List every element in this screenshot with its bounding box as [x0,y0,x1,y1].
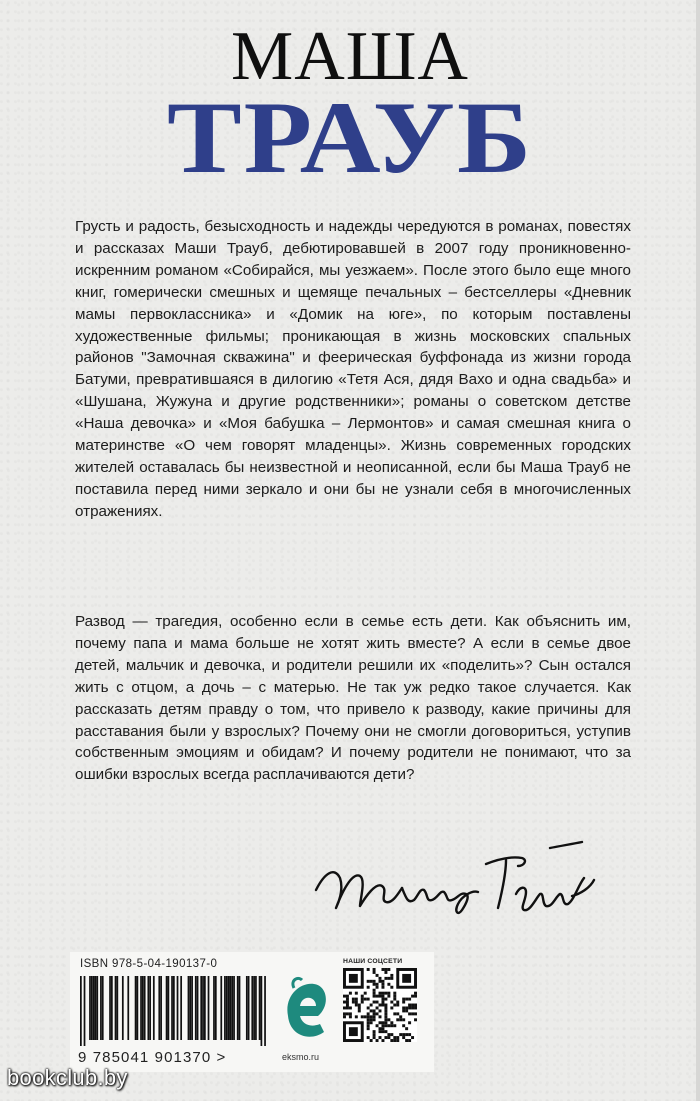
qr-module [402,1018,405,1021]
qr-module [379,992,382,995]
qr-module [399,1015,402,1018]
qr-module [384,977,387,980]
barcode-bar [142,976,144,1040]
qr-module [411,1006,414,1009]
qr-module [381,1027,384,1030]
qr-module [408,1012,411,1015]
qr-module [381,1039,384,1042]
barcode-bar [168,976,170,1040]
qr-module [373,968,376,971]
qr-module [405,1033,408,1036]
barcode-bar [261,976,263,1046]
qr-module [349,1012,352,1015]
qr-module [384,1036,387,1039]
qr-module [346,1012,349,1015]
qr-module [376,1006,379,1009]
barcode-bar [93,976,95,1040]
barcode-bar [140,976,142,1040]
watermark-site: bookclub.by [7,1065,128,1090]
publisher-site: eksmo.ru [282,1052,320,1062]
qr-module [408,1021,411,1024]
qr-module [411,995,414,998]
qr-module [370,1015,373,1018]
qr-module [414,995,417,998]
qr-code [343,968,417,1042]
qr-module [402,1024,405,1027]
barcode-bar [213,976,215,1040]
qr-module [379,1015,382,1018]
barcode-bar [233,976,235,1040]
qr-finder [349,974,358,983]
barcode-bar [191,976,193,1040]
qr-module [346,998,349,1001]
qr-module [393,1039,396,1042]
qr-module [414,1006,417,1009]
qr-module [387,983,390,986]
qr-module [402,1001,405,1004]
qr-module [408,1039,411,1042]
barcode-bar [226,976,228,1040]
qr-module [399,1018,402,1021]
qr-module [387,968,390,971]
qr-module [373,989,376,992]
barcode-bar [195,976,197,1040]
qr-module [355,998,358,1001]
qr-module [402,1009,405,1012]
qr-finder [349,1027,358,1036]
qr-module [361,998,364,1001]
barcode-bar [95,976,97,1040]
qr-module [408,998,411,1001]
barcode-bar [248,976,250,1040]
qr-module [355,1004,358,1007]
qr-module [373,1015,376,1018]
qr-module [381,995,384,998]
qr-module [349,992,352,995]
qr-module [381,983,384,986]
qr-module [384,998,387,1001]
qr-module [367,1021,370,1024]
qr-module [384,971,387,974]
qr-module [358,1009,361,1012]
qr-module [379,1009,382,1012]
qr-module [381,992,384,995]
qr-module [367,968,370,971]
qr-module [355,992,358,995]
qr-module [381,1030,384,1033]
qr-module [358,1006,361,1009]
qr-module [402,1036,405,1039]
qr-module [381,1001,384,1004]
barcode-bar [89,976,91,1040]
barcode-bar [246,976,248,1040]
barcode-bar [188,976,190,1040]
author-last-name: ТРАУБ [166,80,534,196]
qr-module [370,1039,373,1042]
qr-module [390,1001,393,1004]
qr-module [390,1021,393,1024]
qr-module [396,1036,399,1039]
qr-module [387,977,390,980]
barcode-bar [100,976,102,1040]
qr-module [387,995,390,998]
qr-module [346,1001,349,1004]
qr-module [387,1036,390,1039]
qr-module [393,1024,396,1027]
qr-module [373,992,376,995]
qr-module [408,1004,411,1007]
qr-module [376,1012,379,1015]
barcode-bar [166,976,168,1040]
qr-module [381,986,384,989]
qr-module [370,1021,373,1024]
barcode-bar [264,976,266,1046]
barcode-bar [200,976,202,1040]
qr-module [381,1024,384,1027]
qr-module [390,986,393,989]
qr-module [367,1024,370,1027]
qr-module [367,1027,370,1030]
qr-module [379,977,382,980]
barcode-bar [135,976,137,1040]
barcode-bar [153,976,155,1040]
description-paragraph-2: Развод — трагедия, особенно если в семье есть дети. Как объяснить им, почему папа и мама больше не хотят жить вместе? А если в семье двое детей, мальчик и девочка, и родители решили их «поделить»? Сын остался жить с отцом, а дочь – с матерью. Не так уж редко такое случается. Как рассказать детям правду о том, что привело к разводу, какие причины для расставания были у взрослых? Почему они не смогли договориться, уступив собственным эмоциям и обидам? И почему родители не понимают, что за ошибки взрослых всегда расплачиваются дети? [75,613,631,784]
qr-module [390,977,393,980]
barcode-bar [173,976,175,1040]
eksmo-logo-icon [280,976,332,1042]
qr-module [343,1015,346,1018]
qr-module [343,1012,346,1015]
qr-module [376,1039,379,1042]
qr-module [373,1033,376,1036]
qr-module [393,998,396,1001]
qr-module [390,1006,393,1009]
qr-module [379,1036,382,1039]
qr-module [373,1012,376,1015]
qr-module [405,1006,408,1009]
qr-module [387,1033,390,1036]
barcode [80,976,266,1046]
qr-module [343,1006,346,1009]
qr-module [384,1006,387,1009]
qr-module [402,1033,405,1036]
qr-module [352,998,355,1001]
barcode-bar [197,976,199,1040]
qr-module [402,998,405,1001]
qr-module [381,998,384,1001]
qr-module [373,980,376,983]
author-first-name: МАША [231,18,469,95]
qr-module [376,1001,379,1004]
qr-module [414,1018,417,1021]
qr-module [370,1018,373,1021]
barcode-bar [127,976,129,1040]
qr-module [346,1006,349,1009]
qr-module [367,1015,370,1018]
qr-module [405,1009,408,1012]
qr-module [411,1012,414,1015]
barcode-bar [149,976,151,1040]
qr-module [396,1012,399,1015]
qr-module [384,1021,387,1024]
qr-module [373,1009,376,1012]
qr-module [373,1001,376,1004]
barcode-bar [116,976,118,1040]
barcode-bar [230,976,232,1040]
qr-module [414,992,417,995]
qr-module [361,995,364,998]
qr-module [379,1004,382,1007]
qr-module [381,968,384,971]
barcode-bar [102,976,104,1040]
barcode-bar [231,976,233,1040]
qr-module [384,968,387,971]
barcode-bar [237,976,239,1040]
barcode-bar [220,976,222,1040]
qr-module [384,1009,387,1012]
barcode-bar [255,976,257,1040]
qr-module [387,1018,390,1021]
qr-module [370,980,373,983]
barcode-bar [111,976,113,1040]
qr-module [346,1004,349,1007]
qr-module [376,995,379,998]
qr-module [343,995,346,998]
barcode-bar [160,976,162,1040]
qr-module [387,992,390,995]
qr-module [405,1039,408,1042]
qr-module [373,1036,376,1039]
qr-module [384,1018,387,1021]
qr-module [379,980,382,983]
qr-module [399,1033,402,1036]
qr-module [373,983,376,986]
qr-module [384,1024,387,1027]
qr-module [405,998,408,1001]
qr-module [393,995,396,998]
barcode-bar [224,976,226,1040]
qr-module [384,1004,387,1007]
qr-label: НАШИ СОЦСЕТИ [343,958,403,965]
barcode-bar [204,976,206,1040]
qr-module [376,983,379,986]
qr-module [379,1030,382,1033]
barcode-bar [208,976,210,1040]
isbn-number: ISBN 978-5-04-190137-0 [80,958,218,970]
barcode-bar [215,976,217,1040]
qr-module [402,1006,405,1009]
barcode-bar [137,976,139,1040]
qr-module [393,1012,396,1015]
qr-module [405,1027,408,1030]
barcode-bar [202,976,204,1040]
barcode-bar [189,976,191,1040]
qr-finder [402,974,411,983]
qr-module [411,1036,414,1039]
barcode-bar [253,976,255,1040]
qr-module [364,998,367,1001]
barcode-bar [144,976,146,1040]
qr-module [381,1021,384,1024]
qr-module [396,1018,399,1021]
barcode-bar [228,976,230,1040]
barcode-bar [109,976,111,1040]
qr-module [379,995,382,998]
qr-module [390,1024,393,1027]
qr-module [349,1006,352,1009]
qr-module [367,986,370,989]
qr-module [346,995,349,998]
description-paragraph-1: Грусть и радость, безысходность и надежды чередуются в романах, повестях и рассказах Маши Трауб, дебютировавшей в 2007 году проникновенно-искренним романом «Собирайся, мы уезжаем». После этого было еще много книг, гомерически смешных и щемяще печальных – бестселлеры «Дневник мамы первоклассника» и «Домик на юге», по которым поставлены художественные фильмы; проникающая в жизнь московских спальных районов "Замочная скважина" и феерическая буффонада из жизни города Батуми, превратившаяся в дилогию «Тетя Ася, дядя Вахо и одна свадьба» и «Шушана, Жужуна и другие родственники»; романы о советском детстве «Наша девочка» и «Моя бабушка – Лермонтов» и самая смешная книга о материнстве «О чем говорят младенцы». Жизнь современных городских жителей оставалась бы неизвестной и неописанной, если бы Маша Трауб не поставила перед ними зеркало и они бы не узнали себя в многочисленных отражениях. [75,218,631,520]
qr-module [364,1015,367,1018]
barcode-bar [251,976,253,1040]
qr-module [373,1018,376,1021]
barcode-bar [84,976,86,1046]
barcode-bar [122,976,124,1040]
qr-module [390,1033,393,1036]
qr-module [384,1012,387,1015]
barcode-bar [239,976,241,1040]
qr-module [349,1015,352,1018]
barcode-bar [177,976,179,1040]
qr-module [355,1001,358,1004]
qr-module [390,974,393,977]
qr-module [367,1006,370,1009]
qr-module [355,1015,358,1018]
qr-module [367,1018,370,1021]
qr-module [396,1001,399,1004]
qr-module [367,1012,370,1015]
qr-module [384,1015,387,1018]
qr-module [396,1004,399,1007]
qr-module [361,1015,364,1018]
barcode-bar [96,976,98,1040]
qr-module [376,986,379,989]
qr-module [393,1036,396,1039]
qr-module [381,980,384,983]
barcode-bar [171,976,173,1040]
qr-module [367,980,370,983]
barcode-bar [115,976,117,1040]
qr-module [343,1001,346,1004]
qr-module [381,1004,384,1007]
qr-module [408,1006,411,1009]
barcode-bar [180,976,182,1040]
author-signature [310,838,600,924]
qr-module [367,1036,370,1039]
qr-module [379,1021,382,1024]
qr-module [376,974,379,977]
qr-module [361,1001,364,1004]
qr-module [364,992,367,995]
qr-module [408,1033,411,1036]
barcode-bar [80,976,82,1046]
qr-module [367,998,370,1001]
qr-module [414,1012,417,1015]
qr-module [393,1004,396,1007]
qr-module [352,1001,355,1004]
qr-module [358,1004,361,1007]
barcode-digits: 9 785041 901370 > [78,1049,227,1066]
qr-module [373,995,376,998]
qr-module [370,1004,373,1007]
qr-module [376,1024,379,1027]
qr-module [384,1030,387,1033]
qr-module [379,1027,382,1030]
barcode-bar [147,976,149,1040]
qr-module [393,992,396,995]
barcode-bar [158,976,160,1040]
publisher-info-block [70,952,434,1072]
qr-module [390,1039,393,1042]
qr-module [373,1030,376,1033]
qr-module [384,992,387,995]
barcode-bar [259,976,261,1040]
qr-module [396,1039,399,1042]
qr-module [411,1004,414,1007]
qr-module [387,1024,390,1027]
barcode-bar [91,976,93,1040]
qr-module [370,1009,373,1012]
qr-module [373,971,376,974]
qr-module [414,1004,417,1007]
